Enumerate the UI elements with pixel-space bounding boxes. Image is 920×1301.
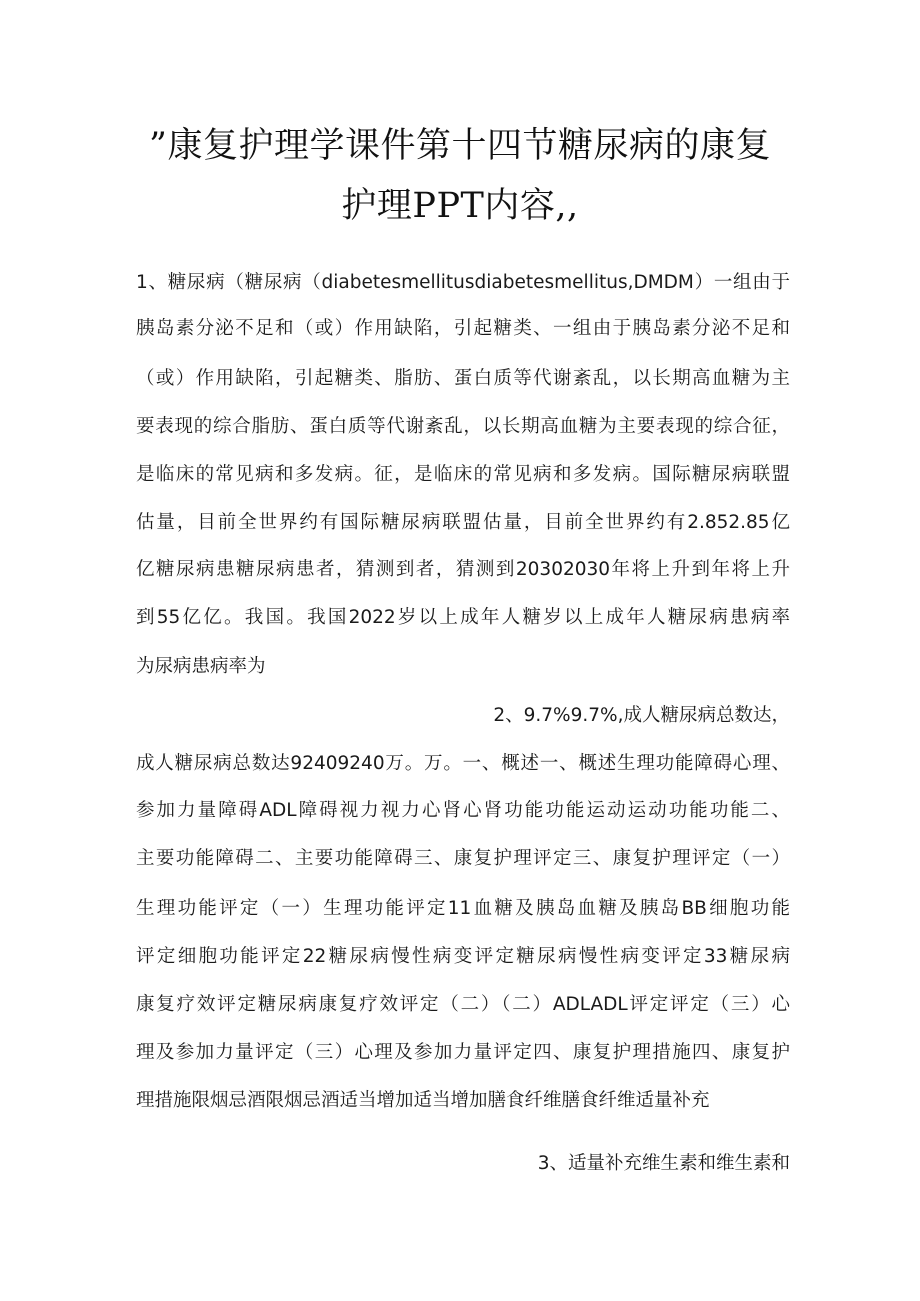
- paragraph-line-4: 要表现的综合脂肪、蛋白质等代谢紊乱，以长期高血糖为主要表现的综合征，: [136, 416, 790, 437]
- paragraph-line-13: 生理功能评定（一）生理功能评定11血糖及胰岛血糖及胰岛BB细胞功能: [136, 898, 790, 919]
- paragraph-line-1: 1、糖尿病（糖尿病（diabetesmellitusdiabetesmellitus,DMDM）一组由于: [136, 272, 790, 293]
- document-title-line-1: ”康复护理学课件第十四节糖尿病的康复: [149, 126, 771, 166]
- paragraph-line-11: 参加力量障碍ADL障碍视力视力心肾心肾功能功能运动运动功能功能二、: [136, 800, 790, 821]
- paragraph-line-9: 为尿病患病率为: [136, 656, 266, 677]
- paragraph-line-12: 主要功能障碍二、主要功能障碍三、康复护理评定三、康复护理评定（一）: [136, 848, 790, 869]
- paragraph-line-17: 理措施限烟忌酒限烟忌酒适当增加适当增加膳食纤维膳食纤维适量补充: [136, 1090, 710, 1111]
- paragraph-3-heading-line: 3、适量补充维生素和维生素和: [537, 1153, 790, 1174]
- paragraph-line-5: 是临床的常见病和多发病。征，是临床的常见病和多发病。国际糖尿病联盟: [136, 464, 790, 485]
- document-title-line-2: 护理PPT内容,,: [341, 186, 579, 226]
- paragraph-line-2: 胰岛素分泌不足和（或）作用缺陷，引起糖类、一组由于胰岛素分泌不足和: [136, 318, 790, 339]
- paragraph-line-3: （或）作用缺陷，引起糖类、脂肪、蛋白质等代谢紊乱，以长期高血糖为主: [136, 368, 790, 389]
- paragraph-line-6: 估量，目前全世界约有国际糖尿病联盟估量，目前全世界约有2.852.85亿: [136, 512, 790, 533]
- paragraph-line-7: 亿糖尿病患糖尿病患者，猜测到者，猜测到20302030年将上升到年将上升: [136, 559, 790, 580]
- paragraph-line-16: 理及参加力量评定（三）心理及参加力量评定四、康复护理措施四、康复护: [136, 1042, 790, 1063]
- paragraph-line-10: 成人糖尿病总数达92409240万。万。一、概述一、概述生理功能障碍心理、: [136, 753, 790, 774]
- paragraph-line-15: 康复疗效评定糖尿病康复疗效评定（二）（二）ADLADL评定评定（三）心: [136, 994, 790, 1015]
- paragraph-line-8: 到55亿亿。我国。我国2022岁以上成年人糖岁以上成年人糖尿病患病率: [136, 607, 790, 628]
- paragraph-line-14: 评定细胞功能评定22糖尿病慢性病变评定糖尿病慢性病变评定33糖尿病: [136, 946, 790, 967]
- paragraph-2-heading-line: 2、9.7%9.7%,成人糖尿病总数达，: [493, 705, 790, 726]
